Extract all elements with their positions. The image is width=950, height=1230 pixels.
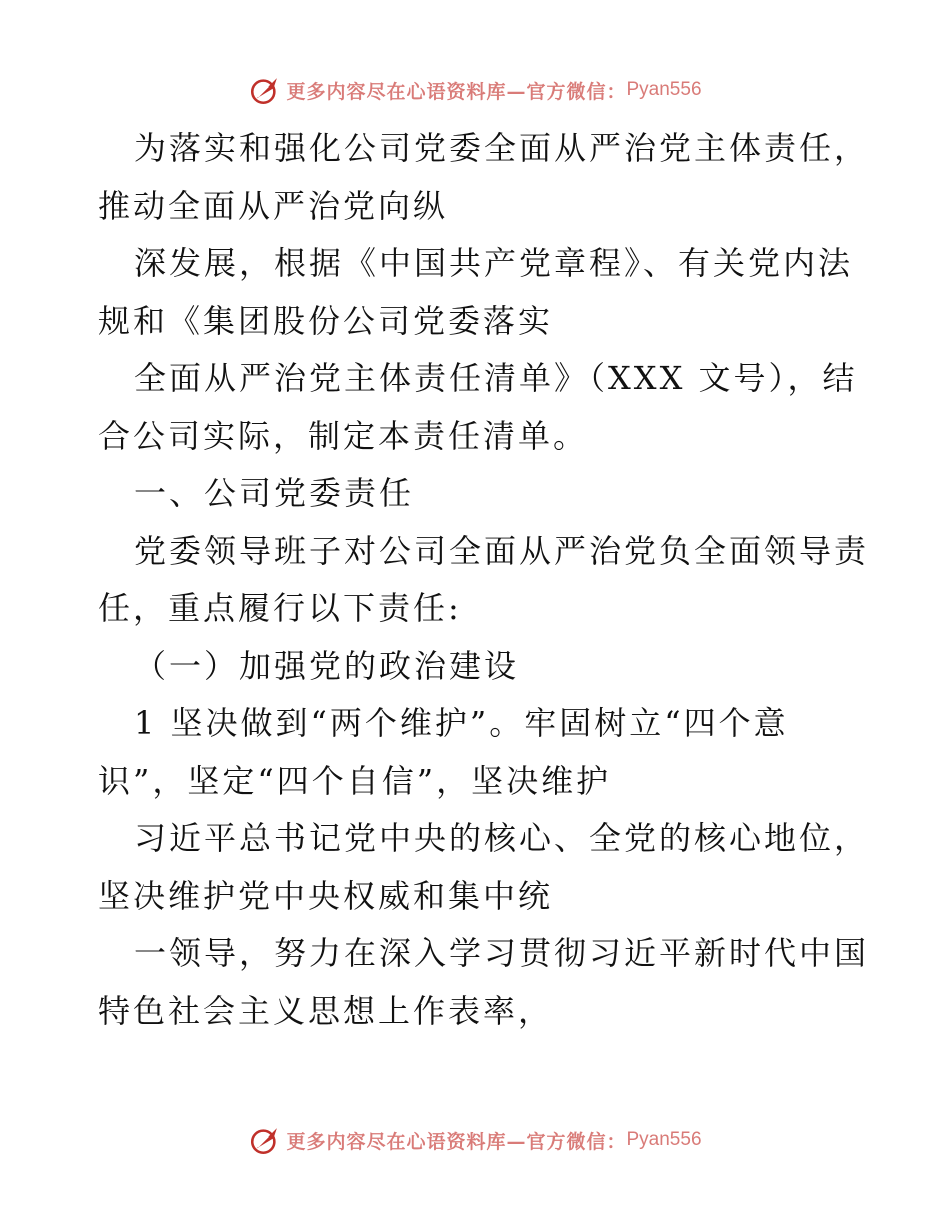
quill-logo-icon <box>248 1123 282 1157</box>
text-line: 习近平总书记党中央的核心、全党的核心地位， <box>134 819 870 857</box>
text-line: 1 坚决做到“两个维护”。牢固树立“四个意 <box>134 704 789 742</box>
footer-banner <box>0 1120 950 1160</box>
text-line: 推动全面从严治党向纵 <box>98 186 449 225</box>
text-line: 一领导，努力在深入学习贯彻习近平新时代中国 <box>134 934 870 972</box>
footer-banner-wechat-id: Pyan556 <box>626 1129 702 1150</box>
text-line: 全面从严治党主体责任清单》（XXX 文号），结 <box>134 359 858 397</box>
footer-banner-text: 更多内容尽在心语资料库—官方微信： <box>286 1130 627 1153</box>
text-line: 规和《集团股份公司党委落实 <box>98 301 554 340</box>
text-line: 为落实和强化公司党委全面从严治党主体责任， <box>134 129 870 167</box>
header-banner <box>0 70 950 110</box>
header-banner-wechat-id: Pyan556 <box>626 79 702 100</box>
text-line: 识”，坚定“四个自信”，坚决维护 <box>98 761 612 800</box>
header-banner-text: 更多内容尽在心语资料库—官方微信： <box>286 80 627 103</box>
text-line: 特色社会主义思想上作表率， <box>98 991 554 1030</box>
text-line: 一、公司党委责任 <box>134 474 415 512</box>
quill-logo-icon <box>248 73 282 107</box>
text-line: 坚决维护党中央权威和集中统 <box>98 876 554 915</box>
text-line: 合公司实际，制定本责任清单。 <box>98 416 589 455</box>
text-line: 深发展，根据《中国共产党章程》、有关党内法 <box>134 244 854 282</box>
document-body <box>98 120 870 1040</box>
text-line: 任，重点履行以下责任: <box>98 589 462 627</box>
text-line: （一）加强党的政治建设 <box>134 646 520 685</box>
text-line: 党委领导班子对公司全面从严治党负全面领导责 <box>134 531 870 570</box>
